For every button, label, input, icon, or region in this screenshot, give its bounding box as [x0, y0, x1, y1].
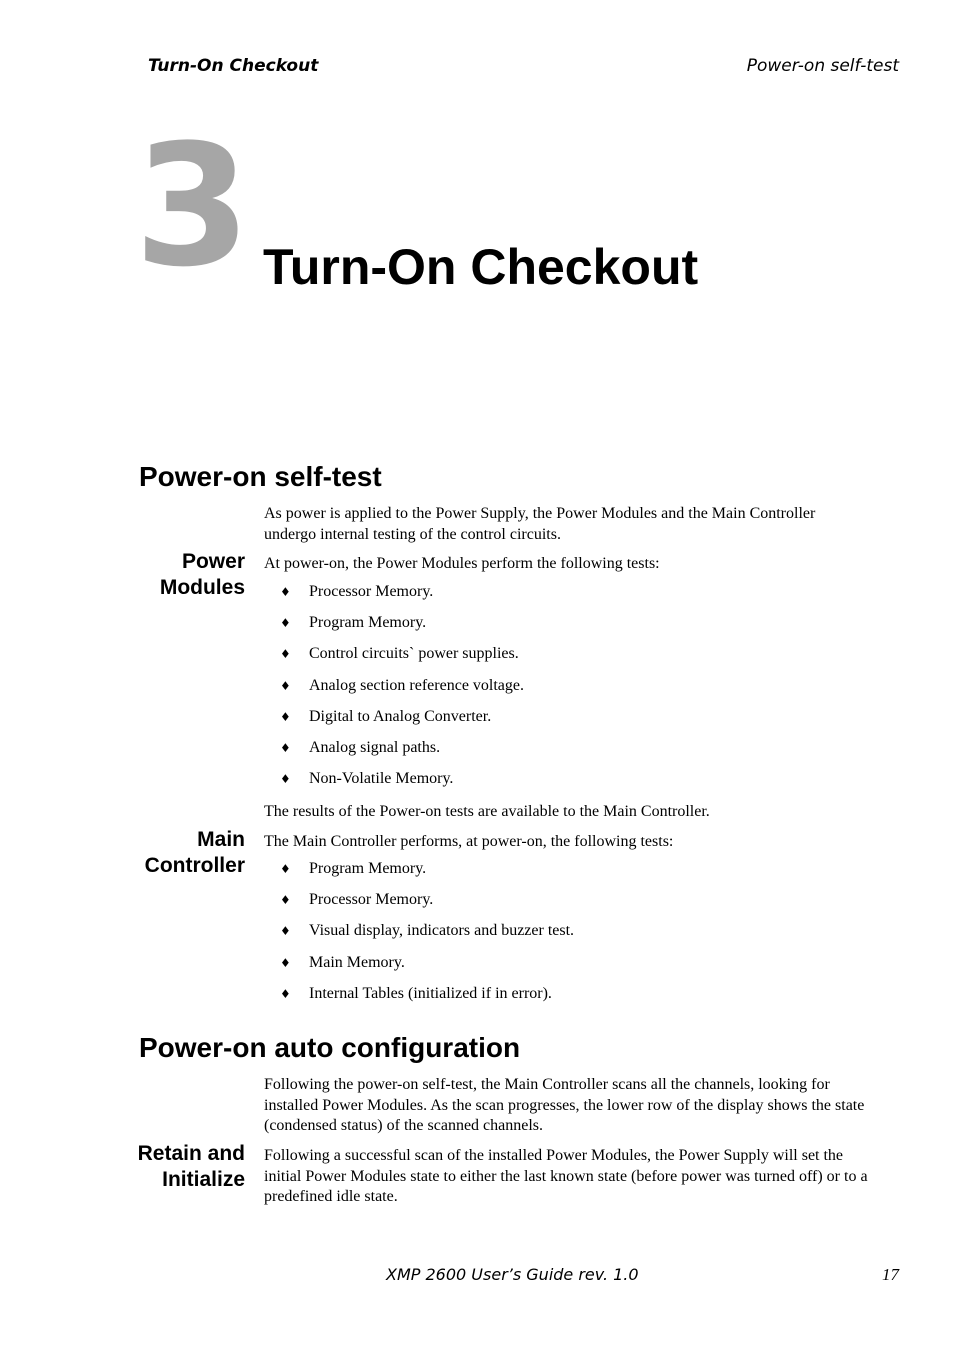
chapter-title: Turn-On Checkout — [263, 239, 699, 295]
chapter-number: 3 — [134, 108, 249, 304]
power-modules-test-list — [280, 582, 524, 800]
list-item: ♦ Non-Volatile Memory. — [280, 770, 454, 788]
bullet-diamond-icon: ♦ — [280, 893, 291, 908]
main-controller-lead: The Main Controller performs, at power-on, the following tests: — [264, 833, 674, 850]
section-heading-auto-configuration: Power-on auto configuration — [139, 1032, 521, 1063]
list-item: ♦ Processor Memory. — [280, 583, 434, 600]
list-item: ♦ Main Memory. — [280, 953, 405, 971]
retain-initialize-text: Following a successful scan of the installed Power Modules, the Power Supply will set the initial Power Modules state to either the last known state (before power was turned off) or to a predefined idle state. — [264, 1147, 868, 1205]
side-label-retain-initialize — [138, 1141, 245, 1193]
side-label-power-modules — [160, 549, 245, 601]
bullet-diamond-icon: ♦ — [280, 924, 291, 939]
running-header-chapter: Turn-On Checkout — [148, 56, 319, 76]
section-heading-self-test: Power-on self-test — [139, 461, 382, 492]
list-item: ♦ Analog section reference voltage. — [280, 676, 525, 694]
list-item: ♦ Internal Tables (initialized if in error). — [280, 984, 552, 1002]
side-label-line: Initialize — [162, 1168, 245, 1191]
bullet-diamond-icon: ♦ — [280, 986, 291, 1001]
list-item: ♦ Control circuits` power supplies. — [280, 645, 519, 663]
list-item: ♦ Processor Memory. — [280, 891, 434, 909]
bullet-diamond-icon: ♦ — [280, 709, 291, 724]
bullet-diamond-icon: ♦ — [280, 647, 291, 662]
power-modules-results: The results of the Power-on tests are available to the Main Controller. — [264, 803, 710, 820]
side-label-line: Power — [181, 550, 245, 573]
side-label-line: Controller — [144, 854, 245, 877]
self-test-intro: As power is applied to the Power Supply, the Power Modules and the Main Controller undergo internal testing of the control circuits. — [264, 505, 816, 543]
bullet-diamond-icon: ♦ — [280, 955, 291, 970]
side-label-main-controller — [145, 827, 245, 879]
auto-configuration-intro: Following the power-on self-test, the Main Controller scans all the channels, looking for installed Power Modules. As the scan progresses, the lower row of the display shows the state (condensed status) of the scanned channels. — [264, 1076, 865, 1134]
running-header-section: Power-on self-test — [746, 56, 899, 76]
list-item: ♦ Visual display, indicators and buzzer test. — [280, 922, 575, 940]
side-label-line: Retain and — [137, 1142, 245, 1165]
power-modules-lead: At power-on, the Power Modules perform the following tests: — [264, 555, 660, 572]
list-item: ♦ Digital to Analog Converter. — [280, 707, 492, 725]
bullet-diamond-icon: ♦ — [280, 772, 291, 787]
bullet-diamond-icon: ♦ — [280, 616, 291, 631]
main-controller-test-list — [280, 859, 574, 1015]
bullet-diamond-icon: ♦ — [280, 862, 291, 876]
bullet-diamond-icon: ♦ — [280, 585, 291, 599]
footer-page-number: 17 — [882, 1265, 899, 1284]
side-label-line: Main — [197, 828, 245, 851]
bullet-diamond-icon: ♦ — [280, 740, 291, 755]
list-item: ♦ Program Memory. — [280, 614, 427, 632]
bullet-diamond-icon: ♦ — [280, 678, 291, 693]
footer-document-title: XMP 2600 User’s Guide rev. 1.0 — [386, 1265, 639, 1284]
list-item: ♦ Program Memory. — [280, 860, 427, 877]
side-label-line: Modules — [159, 576, 245, 599]
list-item: ♦ Analog signal paths. — [280, 738, 441, 756]
